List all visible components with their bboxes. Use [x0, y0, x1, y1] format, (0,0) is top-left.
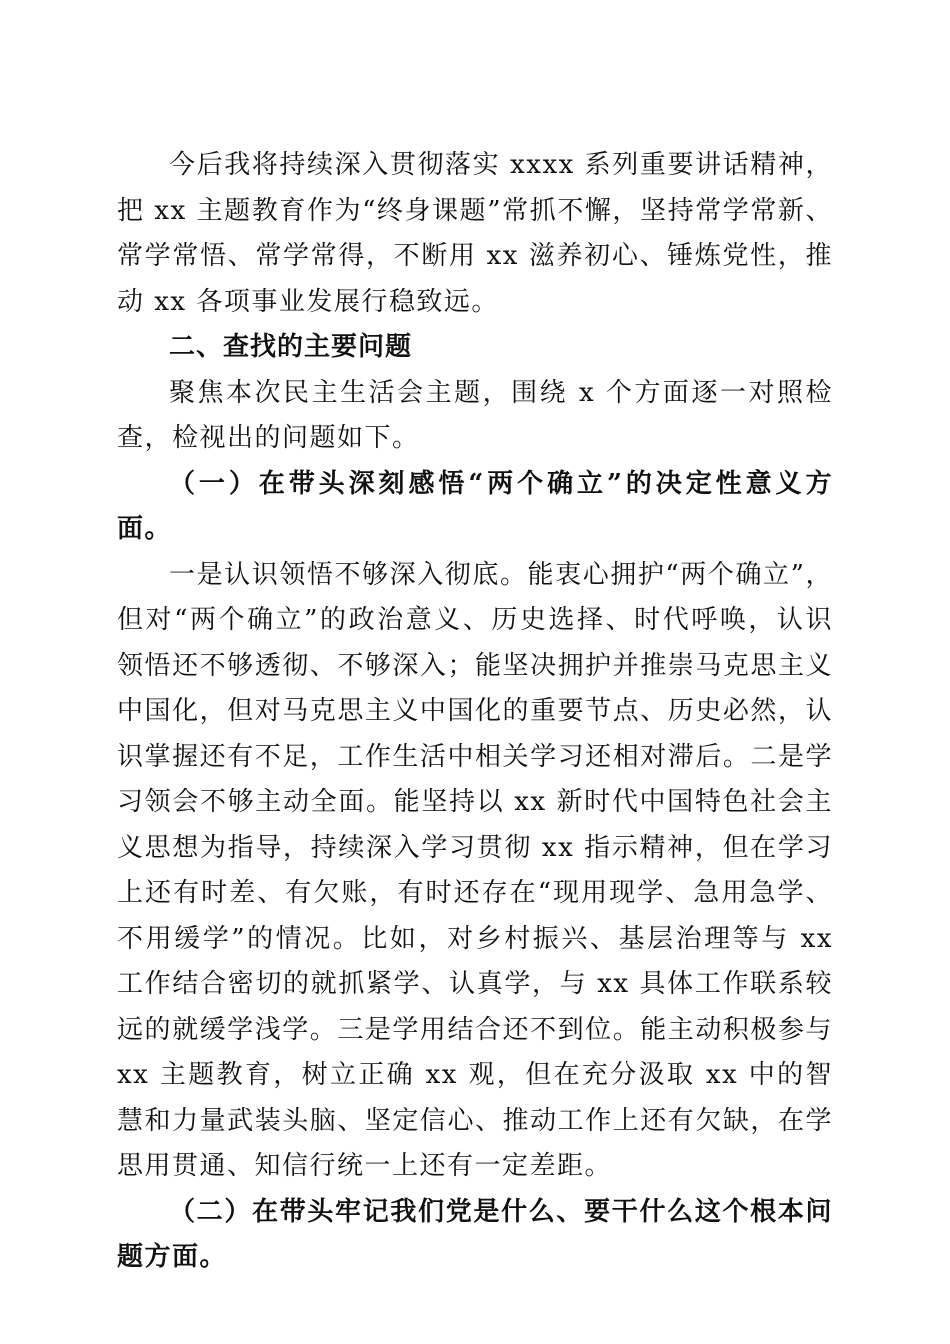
section-heading-main-problems: 二、查找的主要问题 [169, 332, 413, 362]
subheading-two: （二）在带头牢记我们党是什么、要干什么这个根本问题方面。 [117, 1196, 833, 1272]
paragraph-intro: 聚焦本次民主生活会主题，围绕 x 个方面逐一对照检查，检视出的问题如下。 [117, 377, 833, 453]
paragraph-problem-details: 一是认识领悟不够深入彻底。能衷心拥护“两个确立”，但对“两个确立”的政治意义、历史选择、时代呼唤，认识领悟还不够透彻、不够深入；能坚决拥护并推崇马克思主义中国化，但对马克思主义中国化的重要节点、历史必然，认识掌握还有不足，工作生活中相关学习还相对滞后。二是学习领会不够主动全面。能坚持以 xx 新时代中国特色社会主义思想为指导，持续深入学习贯彻 xx 指示精神，但在学习上还有时差、有欠账，有时还存在“现用现学、急用急学、不用缓学”的情况。比如，对乡村振兴、基层治理等与 xx 工作结合密切的就抓紧学、认真学，与 xx 具体工作联系较远的就缓学浅学。三是学用结合还不到位。能主动积极参与 xx 主题教育，树立正确 xx 观，但在充分汲取 xx 中的智慧和力量武装头脑、坚定信心、推动工作上还有欠缺，在学思用贯通、知信行统一上还有一定差距。 [117, 559, 833, 1181]
paragraph-commitment: 今后我将持续深入贯彻落实 xxxx 系列重要讲话精神，把 xx 主题教育作为“终身课题”常抓不懈，坚持常学常新、常学常悟、常学常得，不断用 xx 滋养初心、锤炼党性，推动 xx 各项事业发展行稳致远。 [117, 150, 833, 317]
subheading-one: （一）在带头深刻感悟“两个确立”的决定性意义方面。 [117, 468, 833, 544]
document-body [117, 143, 833, 1281]
